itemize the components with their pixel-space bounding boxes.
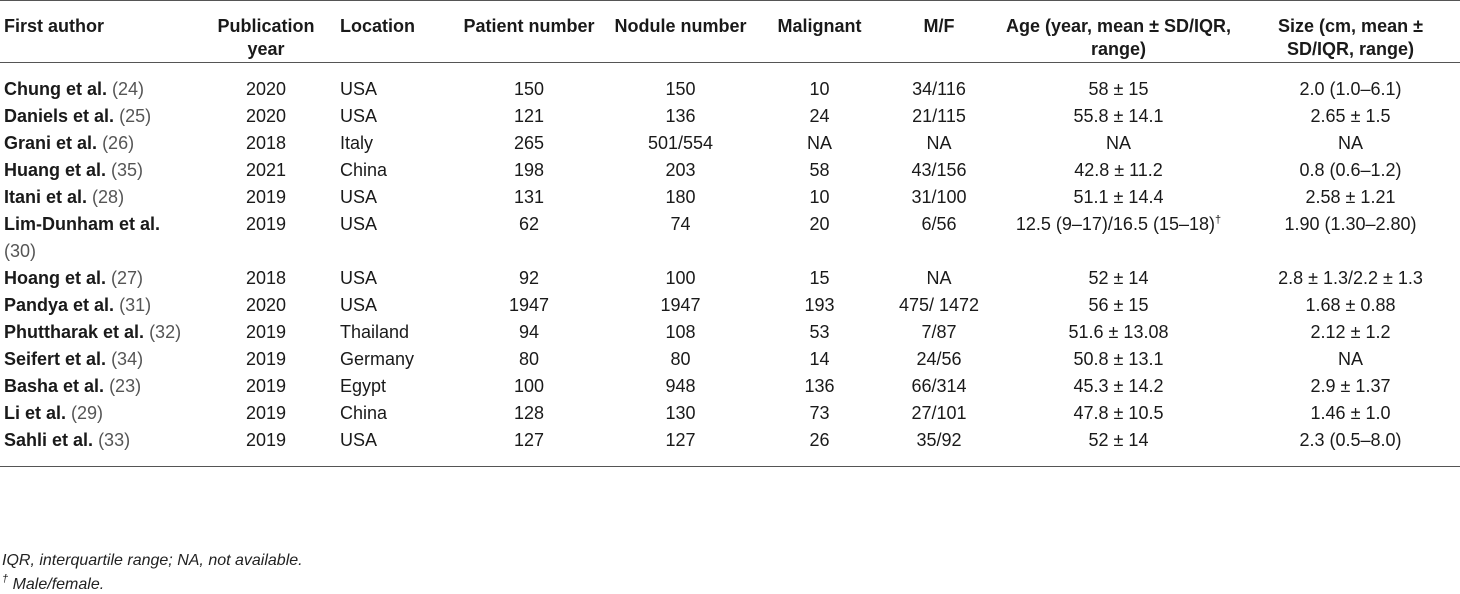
cell-location-value: USA xyxy=(340,430,378,450)
cell-size-value: NA xyxy=(1337,349,1363,369)
table-row xyxy=(0,346,1460,373)
cell-patients xyxy=(454,373,604,400)
cell-location xyxy=(336,157,454,184)
cell-age xyxy=(996,319,1241,346)
reference-number: (29) xyxy=(71,403,104,423)
cell-malignant xyxy=(757,157,882,184)
cell-patients xyxy=(454,427,604,467)
cell-mf-value: 34/116 xyxy=(912,79,966,99)
table-row xyxy=(0,157,1460,184)
cell-patients-value: 121 xyxy=(513,106,545,126)
cell-year xyxy=(196,400,336,427)
cell-size-value: 2.0 (1.0–6.1) xyxy=(1299,79,1402,99)
cell-malignant xyxy=(757,130,882,157)
cell-malignant-value: 24 xyxy=(809,106,830,126)
cell-malignant-value: 136 xyxy=(804,376,835,396)
cell-author xyxy=(0,373,196,400)
cell-malignant-value: 26 xyxy=(809,430,830,450)
dagger-mark: † xyxy=(1215,214,1222,226)
cell-location-value: China xyxy=(340,403,388,423)
cell-location-value: Thailand xyxy=(340,322,410,342)
cell-location-value: USA xyxy=(340,187,378,207)
cell-location xyxy=(336,184,454,211)
cell-age-value: 52 ± 14 xyxy=(1088,268,1149,288)
cell-year-value: 2019 xyxy=(245,403,287,423)
cell-location-value: Germany xyxy=(340,349,415,369)
cell-year xyxy=(196,157,336,184)
cell-mf-value: 475/ 1472 xyxy=(898,295,980,315)
cell-patients-value: 100 xyxy=(513,376,545,396)
author-name: Itani et al. xyxy=(4,187,88,207)
cell-size-value: 1.90 (1.30–2.80) xyxy=(1284,214,1417,234)
table-body xyxy=(0,63,1460,467)
cell-author xyxy=(0,157,196,184)
cell-age-value: 56 ± 15 xyxy=(1088,295,1149,315)
cell-patients xyxy=(454,319,604,346)
cell-size xyxy=(1241,157,1460,184)
cell-patients xyxy=(454,265,604,292)
cell-patients xyxy=(454,157,604,184)
cell-malignant-value: 15 xyxy=(809,268,830,288)
cell-year-value: 2020 xyxy=(245,79,287,99)
cell-age xyxy=(996,211,1241,265)
cell-age-value: 55.8 ± 14.1 xyxy=(1073,106,1164,126)
cell-mf xyxy=(882,292,996,319)
cell-patients xyxy=(454,292,604,319)
cell-nodules xyxy=(604,373,757,400)
cell-size-value: NA xyxy=(1337,133,1363,153)
reference-number: (23) xyxy=(109,376,142,396)
cell-location-value: Italy xyxy=(340,133,374,153)
cell-patients xyxy=(454,63,604,104)
cell-year-value: 2018 xyxy=(245,133,287,153)
cell-year xyxy=(196,184,336,211)
cell-author xyxy=(0,184,196,211)
table-row xyxy=(0,373,1460,400)
cell-year-value: 2020 xyxy=(245,295,287,315)
cell-author xyxy=(0,292,196,319)
author-name: Seifert et al. xyxy=(4,349,107,369)
cell-mf xyxy=(882,319,996,346)
cell-author xyxy=(0,130,196,157)
cell-patients-value: 198 xyxy=(513,160,545,180)
cell-year-value: 2019 xyxy=(245,349,287,369)
cell-location xyxy=(336,373,454,400)
reference-number: (25) xyxy=(119,106,152,126)
author-name: Daniels et al. xyxy=(4,106,115,126)
cell-malignant xyxy=(757,265,882,292)
col-header-location: Location xyxy=(340,16,415,36)
cell-location xyxy=(336,63,454,104)
cell-year-value: 2021 xyxy=(245,160,287,180)
author-name: Sahli et al. xyxy=(4,430,94,450)
cell-mf-value: 24/56 xyxy=(916,349,962,369)
cell-age xyxy=(996,130,1241,157)
cell-patients xyxy=(454,184,604,211)
cell-mf xyxy=(882,130,996,157)
cell-mf-value: 7/87 xyxy=(921,322,957,342)
cell-location-value: Egypt xyxy=(340,376,387,396)
cell-size-value: 2.3 (0.5–8.0) xyxy=(1299,430,1402,450)
cell-mf-value: 27/101 xyxy=(911,403,967,423)
reference-number: (26) xyxy=(102,133,135,153)
cell-location-value: USA xyxy=(340,79,378,99)
cell-malignant xyxy=(757,63,882,104)
cell-malignant xyxy=(757,373,882,400)
cell-size-value: 1.68 ± 0.88 xyxy=(1305,295,1396,315)
cell-nodules-value: 100 xyxy=(665,268,696,288)
cell-nodules-value: 180 xyxy=(665,187,696,207)
cell-location-value: USA xyxy=(340,214,378,234)
cell-year-value: 2019 xyxy=(245,214,287,234)
cell-year-value: 2018 xyxy=(245,268,287,288)
cell-mf-value: NA xyxy=(926,268,952,288)
reference-number: (35) xyxy=(111,160,144,180)
cell-location xyxy=(336,103,454,130)
cell-location xyxy=(336,265,454,292)
cell-year-value: 2019 xyxy=(245,376,287,396)
cell-patients-value: 150 xyxy=(513,79,545,99)
cell-age xyxy=(996,63,1241,104)
cell-mf xyxy=(882,265,996,292)
cell-size xyxy=(1241,184,1460,211)
cell-age xyxy=(996,265,1241,292)
table-row xyxy=(0,427,1460,467)
cell-age xyxy=(996,292,1241,319)
cell-age-value: 42.8 ± 11.2 xyxy=(1074,160,1163,180)
cell-nodules-value: 80 xyxy=(670,349,691,369)
table-row xyxy=(0,292,1460,319)
cell-size xyxy=(1241,130,1460,157)
table-row xyxy=(0,265,1460,292)
cell-nodules xyxy=(604,157,757,184)
cell-age-value: 51.6 ± 13.08 xyxy=(1068,322,1169,342)
cell-mf xyxy=(882,103,996,130)
cell-year xyxy=(196,346,336,373)
cell-year xyxy=(196,265,336,292)
cell-year xyxy=(196,103,336,130)
cell-mf-value: 35/92 xyxy=(916,430,962,450)
table-header xyxy=(0,1,1460,63)
col-header-patients: Patient number xyxy=(463,16,595,36)
cell-age-value: 52 ± 14 xyxy=(1088,430,1149,450)
cell-author xyxy=(0,265,196,292)
cell-malignant-value: 193 xyxy=(804,295,835,315)
cell-nodules-value: 136 xyxy=(665,106,696,126)
cell-year xyxy=(196,211,336,265)
col-header-mf: M/F xyxy=(923,16,955,36)
cell-nodules-value: 130 xyxy=(665,403,696,423)
cell-patients xyxy=(454,400,604,427)
cell-age xyxy=(996,346,1241,373)
reference-number: (28) xyxy=(92,187,125,207)
cell-size xyxy=(1241,292,1460,319)
cell-malignant xyxy=(757,319,882,346)
cell-mf-value: 66/314 xyxy=(911,376,967,396)
cell-location-value: USA xyxy=(340,295,378,315)
cell-size-value: 2.12 ± 1.2 xyxy=(1310,322,1391,342)
cell-malignant-value: 10 xyxy=(809,79,830,99)
cell-age xyxy=(996,157,1241,184)
cell-author xyxy=(0,400,196,427)
cell-mf-value: 21/115 xyxy=(912,106,966,126)
cell-location-value: USA xyxy=(340,268,378,288)
cell-malignant-value: 10 xyxy=(809,187,830,207)
cell-nodules xyxy=(604,184,757,211)
cell-size xyxy=(1241,319,1460,346)
reference-number: (32) xyxy=(149,322,182,342)
author-name: Hoang et al. xyxy=(4,268,107,288)
cell-mf-value: 31/100 xyxy=(911,187,967,207)
cell-location-value: China xyxy=(340,160,388,180)
cell-mf xyxy=(882,400,996,427)
cell-author xyxy=(0,346,196,373)
cell-patients-value: 131 xyxy=(513,187,545,207)
cell-malignant xyxy=(757,103,882,130)
cell-age xyxy=(996,400,1241,427)
cell-size-value: 2.8 ± 1.3/2.2 ± 1.3 xyxy=(1278,268,1423,288)
cell-location xyxy=(336,346,454,373)
footnote-dagger xyxy=(2,573,105,594)
table-row xyxy=(0,211,1460,265)
cell-malignant xyxy=(757,427,882,467)
col-header-age: Age (year, mean ± SD/IQR, range) xyxy=(1006,16,1231,59)
cell-year xyxy=(196,292,336,319)
cell-year xyxy=(196,373,336,400)
reference-number: (33) xyxy=(98,430,131,450)
cell-patients xyxy=(454,211,604,265)
cell-age-value: 50.8 ± 13.1 xyxy=(1073,349,1164,369)
col-header-author: First author xyxy=(4,16,105,36)
table-row xyxy=(0,400,1460,427)
cell-size xyxy=(1241,63,1460,104)
cell-size-value: 2.58 ± 1.21 xyxy=(1305,187,1396,207)
author-name: Huang et al. xyxy=(4,160,107,180)
footnote-abbreviations: IQR, interquartile range; NA, not available. xyxy=(2,552,303,569)
cell-age-value: 58 ± 15 xyxy=(1088,79,1149,99)
table-row xyxy=(0,130,1460,157)
cell-age-value: 51.1 ± 14.4 xyxy=(1073,187,1164,207)
author-name: Grani et al. xyxy=(4,133,98,153)
cell-size xyxy=(1241,400,1460,427)
table-row xyxy=(0,103,1460,130)
cell-malignant xyxy=(757,346,882,373)
cell-age xyxy=(996,103,1241,130)
cell-author xyxy=(0,103,196,130)
cell-nodules xyxy=(604,265,757,292)
cell-size xyxy=(1241,103,1460,130)
cell-mf xyxy=(882,373,996,400)
cell-author xyxy=(0,319,196,346)
cell-malignant-value: NA xyxy=(806,133,832,153)
cell-size xyxy=(1241,346,1460,373)
cell-nodules xyxy=(604,427,757,467)
cell-nodules xyxy=(604,400,757,427)
reference-number: (30) xyxy=(4,241,37,261)
reference-number: (31) xyxy=(119,295,152,315)
cell-age xyxy=(996,427,1241,467)
cell-patients-value: 94 xyxy=(518,322,540,342)
cell-nodules xyxy=(604,319,757,346)
cell-nodules-value: 501/554 xyxy=(647,133,714,153)
col-header-year: Publication year xyxy=(217,16,315,59)
cell-size-value: 0.8 (0.6–1.2) xyxy=(1299,160,1402,180)
cell-year-value: 2019 xyxy=(245,322,287,342)
cell-patients xyxy=(454,103,604,130)
cell-size-value: 2.9 ± 1.37 xyxy=(1310,376,1391,396)
cell-size xyxy=(1241,211,1460,265)
cell-nodules xyxy=(604,292,757,319)
cell-year-value: 2019 xyxy=(245,430,287,450)
cell-malignant-value: 58 xyxy=(809,160,830,180)
cell-mf-value: NA xyxy=(926,133,952,153)
cell-patients-value: 265 xyxy=(513,133,545,153)
cell-location xyxy=(336,319,454,346)
cell-mf xyxy=(882,346,996,373)
cell-mf xyxy=(882,427,996,467)
reference-number: (34) xyxy=(111,349,144,369)
cell-year xyxy=(196,427,336,467)
author-name: Phuttharak et al. xyxy=(4,322,145,342)
cell-size xyxy=(1241,265,1460,292)
cell-patients-value: 127 xyxy=(513,430,545,450)
cell-malignant xyxy=(757,292,882,319)
cell-size-value: 2.65 ± 1.5 xyxy=(1310,106,1391,126)
cell-author xyxy=(0,211,196,265)
cell-patients xyxy=(454,130,604,157)
cell-malignant xyxy=(757,211,882,265)
cell-nodules-value: 1947 xyxy=(660,295,701,315)
col-header-size: Size (cm, mean ± SD/IQR, range) xyxy=(1278,16,1423,59)
cell-location xyxy=(336,427,454,467)
cell-mf xyxy=(882,63,996,104)
cell-malignant xyxy=(757,400,882,427)
cell-age-value: 45.3 ± 14.2 xyxy=(1073,376,1164,396)
author-name: Lim-Dunham et al. xyxy=(4,214,161,234)
cell-malignant-value: 20 xyxy=(809,214,830,234)
author-name: Chung et al. xyxy=(4,79,107,99)
cell-year-value: 2020 xyxy=(245,106,287,126)
cell-age-value: 47.8 ± 10.5 xyxy=(1073,403,1164,423)
reference-number: (27) xyxy=(111,268,144,288)
cell-size xyxy=(1241,427,1460,467)
cell-author xyxy=(0,427,196,467)
cell-nodules xyxy=(604,103,757,130)
col-header-nodules: Nodule number xyxy=(614,16,747,36)
cell-size-value: 1.46 ± 1.0 xyxy=(1310,403,1391,423)
cell-mf xyxy=(882,184,996,211)
footnote-dagger-text: Male/female. xyxy=(12,576,105,593)
author-name: Pandya et al. xyxy=(4,295,115,315)
author-name: Li et al. xyxy=(4,403,67,423)
cell-nodules-value: 948 xyxy=(665,376,696,396)
cell-patients-value: 92 xyxy=(518,268,540,288)
cell-location-value: USA xyxy=(340,106,378,126)
cell-malignant-value: 73 xyxy=(809,403,830,423)
cell-age xyxy=(996,184,1241,211)
cell-patients-value: 1947 xyxy=(508,295,550,315)
reference-number: (24) xyxy=(112,79,145,99)
cell-malignant-value: 53 xyxy=(809,322,830,342)
cell-nodules xyxy=(604,63,757,104)
cell-age-value: NA xyxy=(1105,133,1131,153)
cell-nodules-value: 203 xyxy=(665,160,696,180)
author-name: Basha et al. xyxy=(4,376,105,396)
cell-year-value: 2019 xyxy=(245,187,287,207)
cell-age xyxy=(996,373,1241,400)
col-header-malignant: Malignant xyxy=(777,16,862,36)
footnote-dagger-mark: † xyxy=(2,573,9,585)
table-row xyxy=(0,63,1460,104)
cell-mf xyxy=(882,157,996,184)
cell-year xyxy=(196,63,336,104)
cell-patients-value: 62 xyxy=(518,214,540,234)
cell-patients-value: 80 xyxy=(518,349,540,369)
cell-mf-value: 43/156 xyxy=(911,160,967,180)
cell-year xyxy=(196,130,336,157)
cell-location xyxy=(336,292,454,319)
cell-nodules-value: 108 xyxy=(665,322,696,342)
cell-nodules xyxy=(604,346,757,373)
cell-patients xyxy=(454,346,604,373)
cell-nodules xyxy=(604,211,757,265)
table-row xyxy=(0,319,1460,346)
table-row xyxy=(0,184,1460,211)
cell-nodules-value: 74 xyxy=(670,214,691,234)
cell-mf xyxy=(882,211,996,265)
cell-location xyxy=(336,130,454,157)
cell-malignant xyxy=(757,184,882,211)
cell-nodules xyxy=(604,130,757,157)
cell-nodules-value: 127 xyxy=(665,430,696,450)
cell-size xyxy=(1241,373,1460,400)
cell-malignant-value: 14 xyxy=(809,349,830,369)
cell-nodules-value: 150 xyxy=(665,79,696,99)
cell-mf-value: 6/56 xyxy=(921,214,957,234)
cell-age-value: 12.5 (9–17)/16.5 (15–18) xyxy=(1015,214,1216,234)
cell-patients-value: 128 xyxy=(513,403,545,423)
cell-location xyxy=(336,211,454,265)
cell-author xyxy=(0,63,196,104)
cell-year xyxy=(196,319,336,346)
cell-location xyxy=(336,400,454,427)
